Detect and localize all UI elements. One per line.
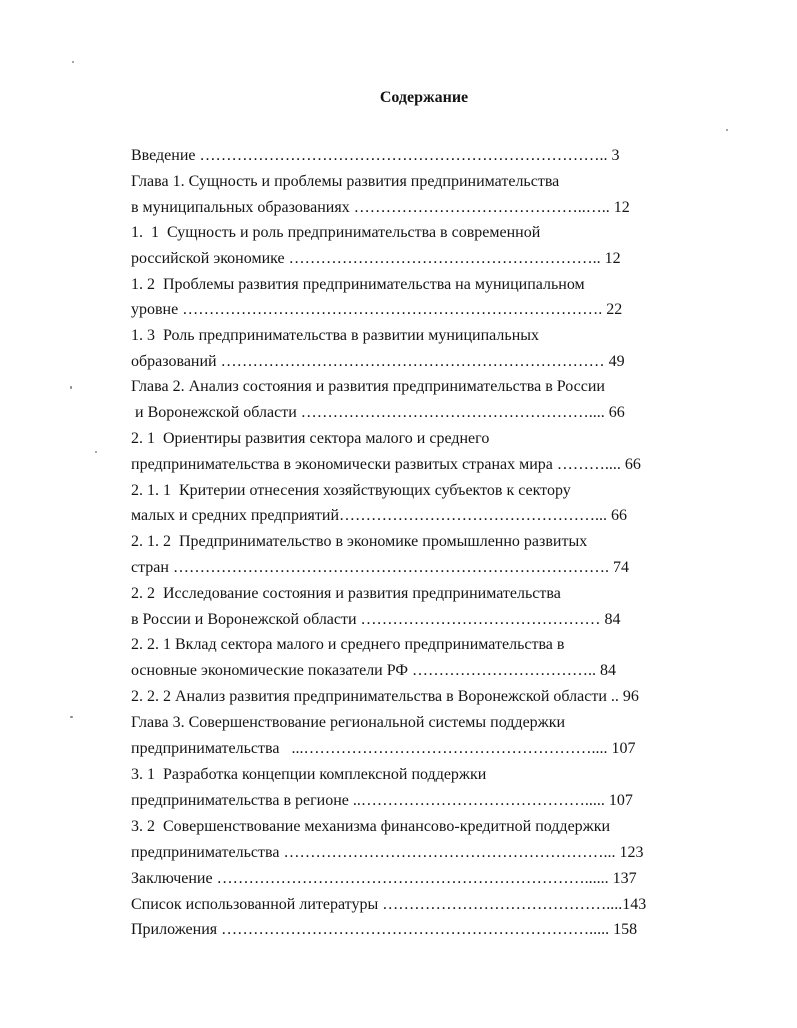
page-title: Содержание: [379, 89, 469, 106]
scan-speck: [726, 129, 728, 131]
scan-speck: [72, 61, 74, 63]
toc-line: Глава 1. Сущность и проблемы развития предпринимательства: [131, 173, 560, 190]
toc-line: 2. 1. 2 Предпринимательство в экономике промышленно развитых: [131, 533, 588, 550]
toc-line: Глава 3. Совершенствование региональной системы поддержки: [131, 714, 566, 731]
toc-line: и Воронежской области ……………………………………………….... 66: [131, 404, 625, 421]
toc-line: 3. 2 Совершенствование механизма финансово-кредитной поддержки: [131, 818, 611, 835]
toc-line: в муниципальных образованиях ……………………………………..….. 12: [131, 199, 630, 216]
toc-line: 2. 2. 1 Вклад сектора малого и среднего предпринимательства в: [131, 636, 565, 653]
toc-line: 2. 1 Ориентиры развития сектора малого и среднего: [131, 430, 490, 447]
toc-line: предпринимательства ...……………………………………………….... 107: [131, 740, 636, 757]
scan-speck: [95, 451, 97, 453]
toc-line: Глава 2. Анализ состояния и развития предпринимательства в России: [131, 378, 605, 395]
toc-line: 1. 1 Сущность и роль предпринимательства в современной: [131, 224, 541, 241]
toc-line: в России и Воронежской области ……………………………………… 84: [131, 611, 621, 628]
toc-line: 2. 2 Исследование состояния и развития предпринимательства: [131, 585, 561, 602]
toc-line: 1. 2 Проблемы развития предпринимательства на муниципальном: [131, 276, 585, 293]
scan-speck: [70, 386, 72, 389]
toc-line: образований ……………………………………………………………… 49: [131, 353, 625, 370]
toc-line: малых и средних предприятий…………………………………………... 66: [131, 507, 628, 524]
toc-line: 2. 2. 2 Анализ развития предпринимательства в Воронежской области .. 96: [131, 688, 639, 705]
toc-line: 3. 1 Разработка концепции комплексной поддержки: [131, 766, 487, 783]
scan-speck: [70, 716, 73, 718]
toc-line: уровне ……………………………………………………………………. 22: [131, 301, 623, 318]
toc-line: основные экономические показатели РФ …………………………….. 84: [131, 662, 616, 679]
toc-line: стран ………………………………………………………………………. 74: [131, 559, 629, 576]
toc-line: 1. 3 Роль предпринимательства в развитии муниципальных: [131, 327, 540, 344]
toc-line: 2. 1. 1 Критерии отнесения хозяйствующих субъектов к сектору: [131, 482, 571, 499]
toc-line: предпринимательства в экономически развитых странах мира ……….... 66: [131, 456, 641, 473]
toc-line: Введение ………………………………………………………………….. 3: [131, 147, 620, 164]
toc-line: предпринимательства ……………………………………………………... 123: [131, 844, 644, 861]
toc-line: Приложения ……………………………………………………………..... 158: [131, 921, 638, 938]
toc-line: предпринимательства в регионе ..……………………………………..... 107: [131, 792, 633, 809]
toc-line: Заключение ……………………………………………………………...... 137: [131, 870, 637, 887]
toc-line: Список использованной литературы ……………………………………....143: [131, 896, 647, 913]
toc-line: российской экономике ………………………………………………….. 12: [131, 250, 621, 267]
